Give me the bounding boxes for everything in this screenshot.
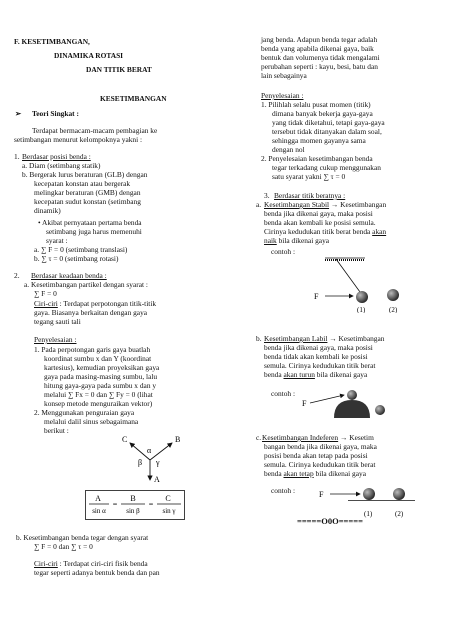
equation-line: ∑ F = 0 dan ∑ τ = 0 [34, 542, 93, 551]
paragraph-line: bentuk dan volumenya tidak mengalami [261, 53, 380, 62]
list-prefix: b. [256, 334, 262, 343]
ball-position-1 [363, 488, 375, 500]
ciri-label: Ciri-ciri [34, 559, 58, 568]
definition-line: benda jika dikenai gaya, maka posisi [264, 343, 373, 352]
intro-line: setimbangan menurut kelompoknya yakni : [14, 135, 143, 144]
ciri-text: : Terdapat ciri-ciri fisik benda [57, 559, 148, 568]
position-label: (1) [357, 306, 366, 313]
equation-line: a. ∑ F = 0 (setimbang translasi) [34, 245, 128, 254]
list-item-line: melingkar beraturan (GMB) dengan [34, 188, 141, 197]
note-line: setimbang juga harus memenuhi [46, 227, 142, 236]
ciri-line: tegang sauti tali [34, 317, 81, 326]
ball-on-dome [347, 390, 357, 400]
step-line: konsep metode menguraikan vektor) [44, 399, 153, 408]
definition-line: benda jika dikenai gaya, maka posisi [264, 209, 373, 218]
position-label: (2) [395, 510, 404, 518]
fraction-numerator: B [130, 494, 136, 503]
definition-line [264, 237, 329, 246]
definition-line: semula. Cirinya kedudukan titik berat [264, 361, 376, 370]
paragraph-line: benda yang apabila dikenai gaya, baik [261, 44, 374, 53]
label-b: B [175, 435, 181, 444]
list-item: b. Bergerak lurus beraturan (GLB) dengan [22, 170, 148, 179]
step-line: berikut : [44, 426, 69, 435]
stable-equilibrium-term: Kesetimbangan Stabil [264, 200, 330, 209]
equation-line: b. ∑ τ = 0 (setimbang rotasi) [34, 254, 119, 263]
subsection-label: Berdasar titik beratnya : [274, 191, 346, 200]
fraction-numerator: A [95, 494, 101, 503]
hemisphere-dome [334, 400, 370, 418]
underlined-term: akan turun [283, 370, 315, 379]
section-title: F. KESETIMBANGAN, [14, 37, 90, 46]
section-title-line3: DAN TITIK BERAT [86, 65, 152, 74]
equation-line: ∑ F = 0 [34, 289, 57, 298]
step-line: 1. Pada perpotongan garis gaya buatlah [34, 345, 151, 354]
list-item: a. Kesetimbangan partikel dengan syarat : [24, 280, 148, 289]
list-number: 3. [264, 191, 270, 200]
definition-text: → Kesetimbangan [329, 200, 387, 209]
definition-text: benda [264, 469, 284, 478]
label-a: A [154, 475, 160, 484]
force-label: F [319, 490, 324, 499]
list-number: 1. [14, 152, 20, 161]
pendulum-string [336, 259, 360, 292]
intro-line: Terdapat bermacam-macam pembagian ke [32, 126, 158, 135]
note-line: syarat : [46, 236, 68, 245]
ciri-label: Ciri-ciri [34, 299, 58, 308]
section-title-line2: DINAMIKA ROTASI [54, 51, 124, 60]
definition-line: bangan benda jika dikenai gaya, maka [264, 442, 377, 451]
step-line: 2. Penyelesaian kesetimbangan benda [261, 154, 373, 163]
definition-line: benda tidak akan kembali ke posisi [264, 352, 368, 361]
ciri-line: gaya. Biasanya berkaitan dengan gaya [34, 308, 148, 317]
labile-equilibrium-figure [300, 386, 410, 420]
paragraph-line: perubahan seperti : kayu, besi, batu dan [261, 62, 378, 71]
ball-fallen [375, 405, 385, 415]
force-label: F [314, 292, 319, 301]
definition-text: bila dikenai gaya [314, 370, 368, 379]
definition-text: Cirinya kedudukan titik berat benda [264, 227, 373, 236]
step-line: hitung gaya-gaya pada sumbu x dan y [44, 381, 157, 390]
equals-sign: = [112, 500, 118, 509]
ball-position-2 [387, 289, 399, 301]
stable-equilibrium-figure [305, 255, 425, 313]
fraction-denominator: sin β [126, 507, 140, 515]
step-line: kartesius), kemudian proyeksikan gaya [44, 363, 160, 372]
force-vector-diagram [110, 433, 190, 488]
step-line: tersebut tidak ditanyakan dalam soal, [272, 127, 382, 136]
step-line: gaya pada masing-masing sumbu, lalu [44, 372, 158, 381]
list-item: b. Kesetimbangan benda tegar dengan syarat [16, 533, 149, 542]
list-prefix: a. [256, 200, 262, 209]
list-item: a. Diam (setimbang statik) [22, 161, 101, 170]
underlined-term: naik [264, 236, 277, 245]
label-alpha: α [147, 446, 152, 455]
penyelesaian-label: Penyelesaian : [34, 335, 77, 344]
teori-singkat-label: Teori Singkat : [32, 109, 79, 118]
heading-kesetimbangan: KESETIMBANGAN [100, 94, 167, 103]
definition-line: posisi benda akan tetap pada posisi [264, 451, 368, 460]
contoh-label: contoh : [271, 486, 296, 495]
penyelesaian-label: Penyelesaian : [261, 91, 304, 100]
step-line: melalui ∑ Fx = 0 dan ∑ Fy = 0 (lihat [44, 390, 153, 399]
fraction-denominator: sin α [92, 507, 106, 515]
bullet-arrow-icon: ➢ [15, 109, 22, 118]
paragraph-line: jang benda. Adapun benda tegar adalah [261, 35, 378, 44]
note-line: • Akibat pernyataan pertama benda [38, 218, 142, 227]
step-line: dimana banyak bekerja gaya-gaya [272, 109, 373, 118]
step-line: 2. Menggunakan penguraian gaya [34, 408, 135, 417]
step-line: koordinat sumbu x dan Y (koordinat [44, 354, 152, 363]
step-line: satu syarat yakni ∑ τ = 0 [272, 172, 346, 181]
fraction-numerator: C [165, 494, 171, 503]
position-label: (2) [389, 306, 398, 313]
definition-text: → Kesetimbangan [327, 334, 385, 343]
ball-position-1 [356, 291, 368, 303]
subsection-label: Berdasar posisi benda : [22, 152, 91, 161]
definition-text: benda [264, 370, 284, 379]
paragraph-line: lain sebagainya [261, 71, 307, 80]
force-label: F [302, 399, 307, 408]
list-item-line: kecepatan sudut konstan (setimbang [34, 197, 141, 206]
indifferent-equilibrium-term: Kesetimbangan Indeferen [262, 433, 339, 442]
ball-position-2 [393, 488, 405, 500]
list-item-line: kecepatan konstan atau bergerak [34, 179, 131, 188]
label-gamma: γ [156, 458, 160, 467]
list-number: 2. [14, 271, 20, 280]
definition-line: benda akan kembali ke posisi semula. [264, 218, 376, 227]
fraction-denominator: sin γ [162, 507, 176, 515]
position-label: (1) [364, 510, 373, 518]
force-arrow [310, 395, 344, 403]
list-prefix: c. [256, 433, 262, 442]
contoh-label: contoh : [271, 389, 296, 398]
definition-text: bila dikenai gaya [276, 236, 330, 245]
step-line: melalui dalil sinus sebagaimana [44, 417, 139, 426]
definition-text: → Kesetim [338, 433, 374, 442]
step-line: yang tidak diketahui, tetapi gaya-gaya [272, 118, 385, 127]
list-item-line: dinamik) [34, 206, 61, 215]
contoh-label: contoh : [271, 247, 296, 256]
step-line: tegar terkadang cukup menggunakan [272, 163, 381, 172]
step-line: sehingga momen gayanya sama [272, 136, 366, 145]
ciri-text: : Terdapat perpotongan titik-titik [57, 299, 157, 308]
step-line: 1. Pilihlah selalu pusat momen (titik) [261, 100, 371, 109]
equals-sign: = [148, 500, 154, 509]
vector-b-arrow [150, 443, 172, 460]
subsection-label: Berdasar keadaan benda : [31, 271, 107, 280]
definition-line [264, 371, 367, 380]
ciri-line: tegar seperti adanya bentuk benda dan pan [34, 568, 160, 577]
sine-rule-formula [85, 490, 185, 520]
underlined-term: akan tetap [283, 469, 314, 478]
definition-line: semula. Cirinya kedudukan titik berat [264, 460, 376, 469]
step-line: dengan nol [272, 145, 305, 154]
label-beta: β [138, 458, 143, 467]
definition-text: bila dikenai gaya [313, 469, 367, 478]
underlined-term: akan [372, 227, 387, 236]
label-c: C [122, 435, 128, 444]
labile-equilibrium-term: Kesetimbangan Labil [264, 334, 328, 343]
end-marker: =====O0O===== [297, 516, 363, 526]
